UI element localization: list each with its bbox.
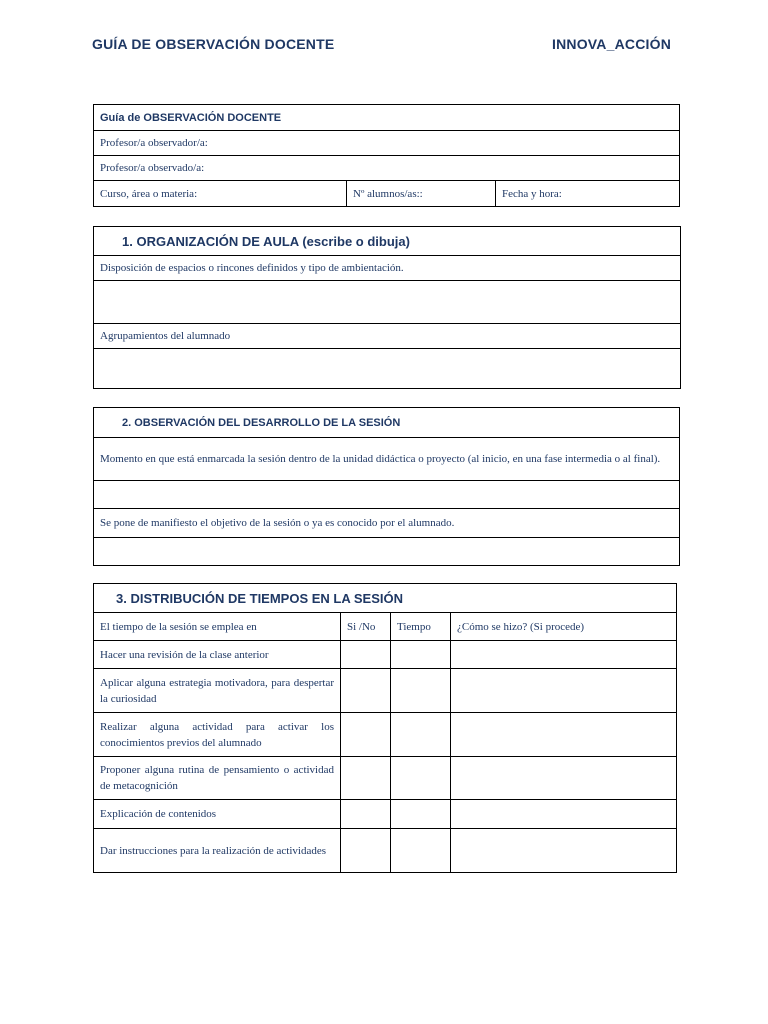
table-row <box>94 800 677 829</box>
space-layout-answer[interactable] <box>94 281 681 324</box>
session-moment-answer[interactable] <box>94 481 680 509</box>
time-cell[interactable] <box>391 641 451 669</box>
how-cell[interactable] <box>451 829 677 873</box>
activity-label: Dar instrucciones para la realización de actividades <box>94 829 341 873</box>
yes-no-cell[interactable] <box>341 641 391 669</box>
classroom-organization-table <box>93 226 681 389</box>
how-cell[interactable] <box>451 641 677 669</box>
students-field[interactable]: Nº alumnos/as:: <box>347 181 496 207</box>
page-header-title: GUÍA DE OBSERVACIÓN DOCENTE <box>92 36 335 52</box>
time-cell[interactable] <box>391 713 451 757</box>
space-layout-label: Disposición de espacios o rincones definidos y tipo de ambientación. <box>94 256 681 281</box>
activity-label: Proponer alguna rutina de pensamiento o actividad de metacognición <box>94 757 341 800</box>
how-cell[interactable] <box>451 800 677 829</box>
table-row <box>94 829 677 873</box>
section2-title: 2. OBSERVACIÓN DEL DESARROLLO DE LA SESIÓN <box>94 408 680 438</box>
table-row <box>94 713 677 757</box>
session-objective-label: Se pone de manifiesto el objetivo de la sesión o ya es conocido por el alumnado. <box>94 509 680 538</box>
activity-label: Hacer una revisión de la clase anterior <box>94 641 341 669</box>
yes-no-cell[interactable] <box>341 829 391 873</box>
time-cell[interactable] <box>391 669 451 713</box>
yes-no-cell[interactable] <box>341 669 391 713</box>
identification-title: Guía de OBSERVACIÓN DOCENTE <box>94 105 680 131</box>
session-development-table <box>93 407 680 566</box>
table-row <box>94 641 677 669</box>
how-cell[interactable] <box>451 757 677 800</box>
activity-label: Explicación de contenidos <box>94 800 341 829</box>
table-row <box>94 669 677 713</box>
grouping-label: Agrupamientos del alumnado <box>94 324 681 349</box>
activity-label: Realizar alguna actividad para activar los conocimientos previos del alumnado <box>94 713 341 757</box>
column-header-yes-no: Si /No <box>341 613 391 641</box>
course-field[interactable]: Curso, área o materia: <box>94 181 347 207</box>
column-header-time: Tiempo <box>391 613 451 641</box>
session-moment-label: Momento en que está enmarcada la sesión dentro de la unidad didáctica o proyecto (al inicio, en una fase intermedia o al final). <box>94 438 680 481</box>
yes-no-cell[interactable] <box>341 800 391 829</box>
how-cell[interactable] <box>451 713 677 757</box>
datetime-field[interactable]: Fecha y hora: <box>496 181 680 207</box>
yes-no-cell[interactable] <box>341 757 391 800</box>
column-header-activity: El tiempo de la sesión se emplea en <box>94 613 341 641</box>
grouping-answer[interactable] <box>94 349 681 389</box>
time-cell[interactable] <box>391 757 451 800</box>
time-cell[interactable] <box>391 829 451 873</box>
identification-table <box>93 104 680 207</box>
time-distribution-table <box>93 583 677 873</box>
session-objective-answer[interactable] <box>94 538 680 566</box>
activity-label: Aplicar alguna estrategia motivadora, para despertar la curiosidad <box>94 669 341 713</box>
yes-no-cell[interactable] <box>341 713 391 757</box>
page-header-brand: INNOVA_ACCIÓN <box>552 36 672 52</box>
table-row <box>94 757 677 800</box>
observed-field[interactable]: Profesor/a observado/a: <box>94 156 680 181</box>
observer-field[interactable]: Profesor/a observador/a: <box>94 131 680 156</box>
section3-title: 3. DISTRIBUCIÓN DE TIEMPOS EN LA SESIÓN <box>94 584 677 613</box>
time-cell[interactable] <box>391 800 451 829</box>
how-cell[interactable] <box>451 669 677 713</box>
column-header-how: ¿Cómo se hizo? (Si procede) <box>451 613 677 641</box>
section1-title: 1. ORGANIZACIÓN DE AULA (escribe o dibuja) <box>94 227 681 256</box>
